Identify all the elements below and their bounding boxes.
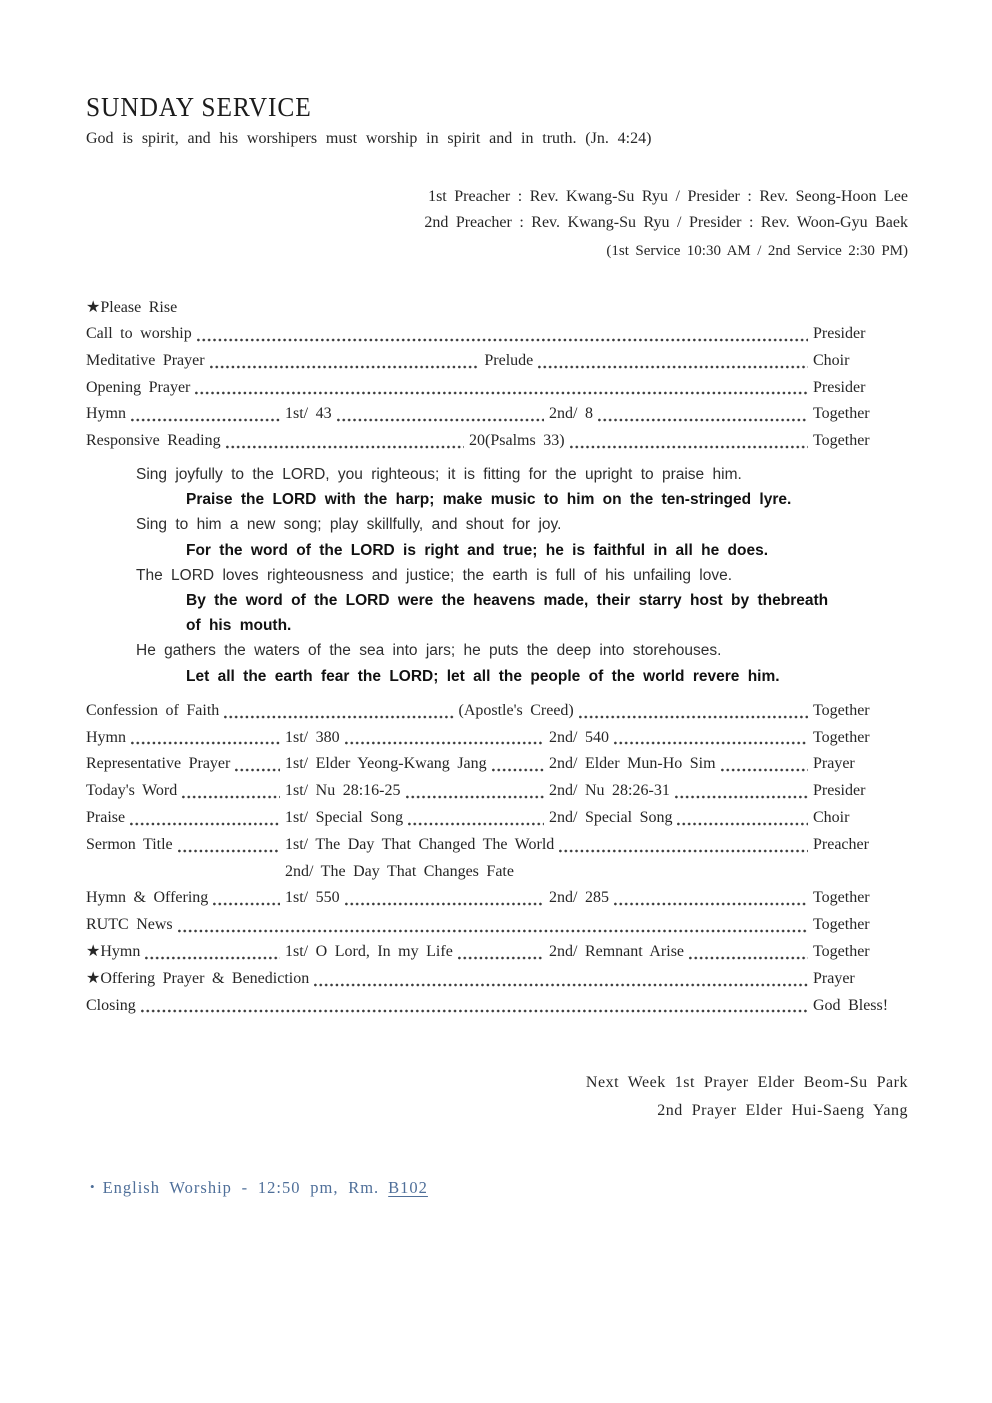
service-line [86,912,908,939]
service-role: Presider [813,782,866,800]
dotted-leader [177,778,285,805]
page-title: SUNDAY SERVICE [86,92,312,122]
service-role: Together [813,405,870,423]
dotted-leader [609,725,813,752]
psalm-leader-line: Sing joyfully to the LORD, you righteous; it is fitting for the upright to praise him. [136,465,742,483]
dotted-leader [219,698,458,725]
psalm-leader-line: The LORD loves righteousness and justice; the earth is full of his unfailing love. [136,566,733,584]
service-first-detail: 1st/ 43 [285,405,332,423]
service-cell [285,751,549,778]
service-item-label: RUTC News [86,916,173,934]
service-cell [549,401,813,428]
service-second-detail: 2nd/ 540 [549,728,609,746]
service-line [86,966,908,993]
dotted-leader [403,805,549,832]
service-item-label: ★Hymn [86,942,141,960]
service-first-detail: 1st/ The Day That Changed The World [285,835,555,853]
service-item-label: Opening Prayer [86,378,191,396]
service-item-label: ★Offering Prayer & Benediction [86,969,310,987]
service-line [86,375,908,402]
service-role: Together [813,701,870,719]
service-item-label: Responsive Reading [86,432,221,450]
dotted-leader [453,939,549,966]
scripture-subtitle: God is spirit, and his worshipers must worship in spirit and in truth. (Jn. 4:24) [86,130,652,147]
preacher-line-2: 2nd Preacher : Rev. Kwang-Su Ryu / Presider : Rev. Woon-Gyu Baek [424,214,908,231]
service-item-label: Praise [86,809,126,826]
next-week-block [86,1069,908,1124]
service-line [86,698,908,725]
service-first-detail: 1st/ Nu 28:16-25 [285,782,401,800]
service-line [86,832,908,859]
responsive-reading-text [86,462,908,689]
service-line [86,778,908,805]
service-cell [86,939,285,966]
dotted-leader [533,348,813,375]
service-cell [86,778,285,805]
service-item-label: Hymn & Offering [86,889,209,907]
service-item-label: Today's Word [86,782,178,800]
english-worship-text: English Worship - 12:50 pm, Rm. [102,1178,380,1198]
service-cell [86,401,285,428]
service-line [86,751,908,778]
service-second-detail: 2nd/ Remnant Arise [549,942,685,960]
service-line [86,428,908,455]
dotted-leader [684,939,813,966]
service-item-detail: 20(Psalms 33) [469,432,565,450]
service-first-detail: 1st/ 380 [285,728,340,746]
service-cell [549,778,813,805]
service-cell [86,805,285,832]
dotted-leader [126,725,285,752]
psalm-congregation-line: For the word of the LORD is right and true; he is faithful in all he does. [186,541,769,559]
english-worship-note [86,1178,908,1198]
service-cell [86,832,285,859]
service-line [86,805,908,832]
dotted-leader [173,832,285,859]
dotted-leader [672,805,813,832]
service-first-detail: 1st/ Elder Yeong-Kwang Jang [285,755,487,773]
psalm-congregation-line: Let all the earth fear the LORD; let all the people of the world revere him. [186,667,780,685]
dotted-leader [309,966,813,993]
service-role: Prayer [813,755,855,773]
dotted-leader [190,375,813,402]
service-item-detail: (Apostle's Creed) [458,701,574,719]
dotted-leader [487,751,549,778]
service-cell [549,751,813,778]
service-line [86,993,908,1020]
service-cell [285,805,549,832]
service-role: Prayer [813,969,855,987]
dotted-leader [340,725,549,752]
service-item-label: Closing [86,996,136,1014]
service-item-label: Confession of Faith [86,701,220,719]
dotted-leader [340,885,549,912]
dotted-leader [332,401,549,428]
service-cell [549,725,813,752]
service-cell [86,751,285,778]
dotted-leader [401,778,550,805]
service-first-detail: 1st/ 550 [285,889,340,907]
preacher-line-1: 1st Preacher : Rev. Kwang-Su Ryu / Presider : Rev. Seong-Hoon Lee [428,188,908,205]
service-item-label: Meditative Prayer [86,351,205,369]
service-item-label: Sermon Title [86,835,173,853]
psalm-congregation-line: By the word of the LORD were the heavens made, their starry host by thebreath [186,592,829,609]
room-link[interactable]: B102 [388,1178,428,1198]
order-of-service-1 [86,321,908,455]
service-cell [285,401,549,428]
service-role: Together [813,916,870,934]
service-cell [549,885,813,912]
service-item-label: Call to worship [86,325,192,342]
next-week-line-2: 2nd Prayer Elder Hui-Saeng Yang [657,1101,908,1119]
service-cell [285,778,549,805]
service-line [86,939,908,966]
service-role: Preacher [813,835,869,853]
service-item-label: Hymn [86,405,126,423]
dotted-leader [221,428,469,455]
service-first-detail: 1st/ O Lord, In my Life [285,942,453,960]
dotted-leader [716,751,813,778]
service-line [86,885,908,912]
next-week-line-1: Next Week 1st Prayer Elder Beom-Su Park [585,1074,908,1092]
psalm-congregation-line: Praise the LORD with the harp; make music to him on the ten-stringed lyre. [186,491,792,509]
dotted-leader [609,885,813,912]
service-line [86,401,908,428]
service-cell [86,885,285,912]
bullet-icon: • [90,1179,96,1195]
service-cell [549,939,813,966]
psalm-congregation-line: of his mouth. [186,617,292,635]
dotted-leader [593,401,813,428]
dotted-leader [230,751,285,778]
service-item-label: Representative Prayer [86,755,231,773]
service-role: Presider [813,378,866,396]
psalm-leader-line: He gathers the waters of the sea into jars; he puts the deep into storehouses. [136,642,722,660]
service-line [86,321,908,348]
psalm-leader-line: Sing to him a new song; play skillfully, and shout for joy. [136,516,562,534]
service-item-detail: Prelude [484,351,534,369]
service-times: (1st Service 10:30 AM / 2nd Service 2:30 PM) [606,243,908,259]
service-cell [285,939,549,966]
service-second-detail: 2nd/ The Day That Changes Fate [285,862,514,880]
service-cell [285,832,813,859]
service-role: Together [813,889,870,907]
service-role: Presider [813,325,866,342]
service-role: Together [813,942,870,960]
dotted-leader [136,993,813,1020]
order-of-service-2 [86,698,908,1020]
service-item-label: Hymn [86,728,126,746]
dotted-leader [140,939,285,966]
preacher-block [86,184,908,264]
dotted-leader [208,885,285,912]
service-cell [549,805,813,832]
service-first-detail: 1st/ Special Song [285,809,404,826]
dotted-leader [574,698,813,725]
dotted-leader [554,832,813,859]
service-role: Choir [813,351,850,369]
please-rise-note: ★Please Rise [86,299,178,316]
service-line [86,348,908,375]
service-line [86,725,908,752]
service-second-detail: 2nd/ Special Song [549,809,673,826]
service-second-detail: 2nd/ Elder Mun-Ho Sim [549,755,716,773]
dotted-leader [173,912,813,939]
service-second-detail: 2nd/ 285 [549,889,609,907]
dotted-leader [192,321,813,348]
dotted-leader [125,805,285,832]
service-role: God Bless! [813,996,889,1014]
service-cell [285,725,549,752]
service-second-detail: 2nd/ Nu 28:26-31 [549,782,670,800]
service-role: Together [813,728,870,746]
dotted-leader [205,348,485,375]
dotted-leader [670,778,813,805]
service-role: Choir [813,809,850,826]
dotted-leader [126,401,285,428]
service-role: Together [813,432,870,450]
service-second-detail: 2nd/ 8 [549,405,593,423]
service-cell [86,725,285,752]
service-line [86,859,908,886]
service-cell [285,885,549,912]
dotted-leader [565,428,813,455]
